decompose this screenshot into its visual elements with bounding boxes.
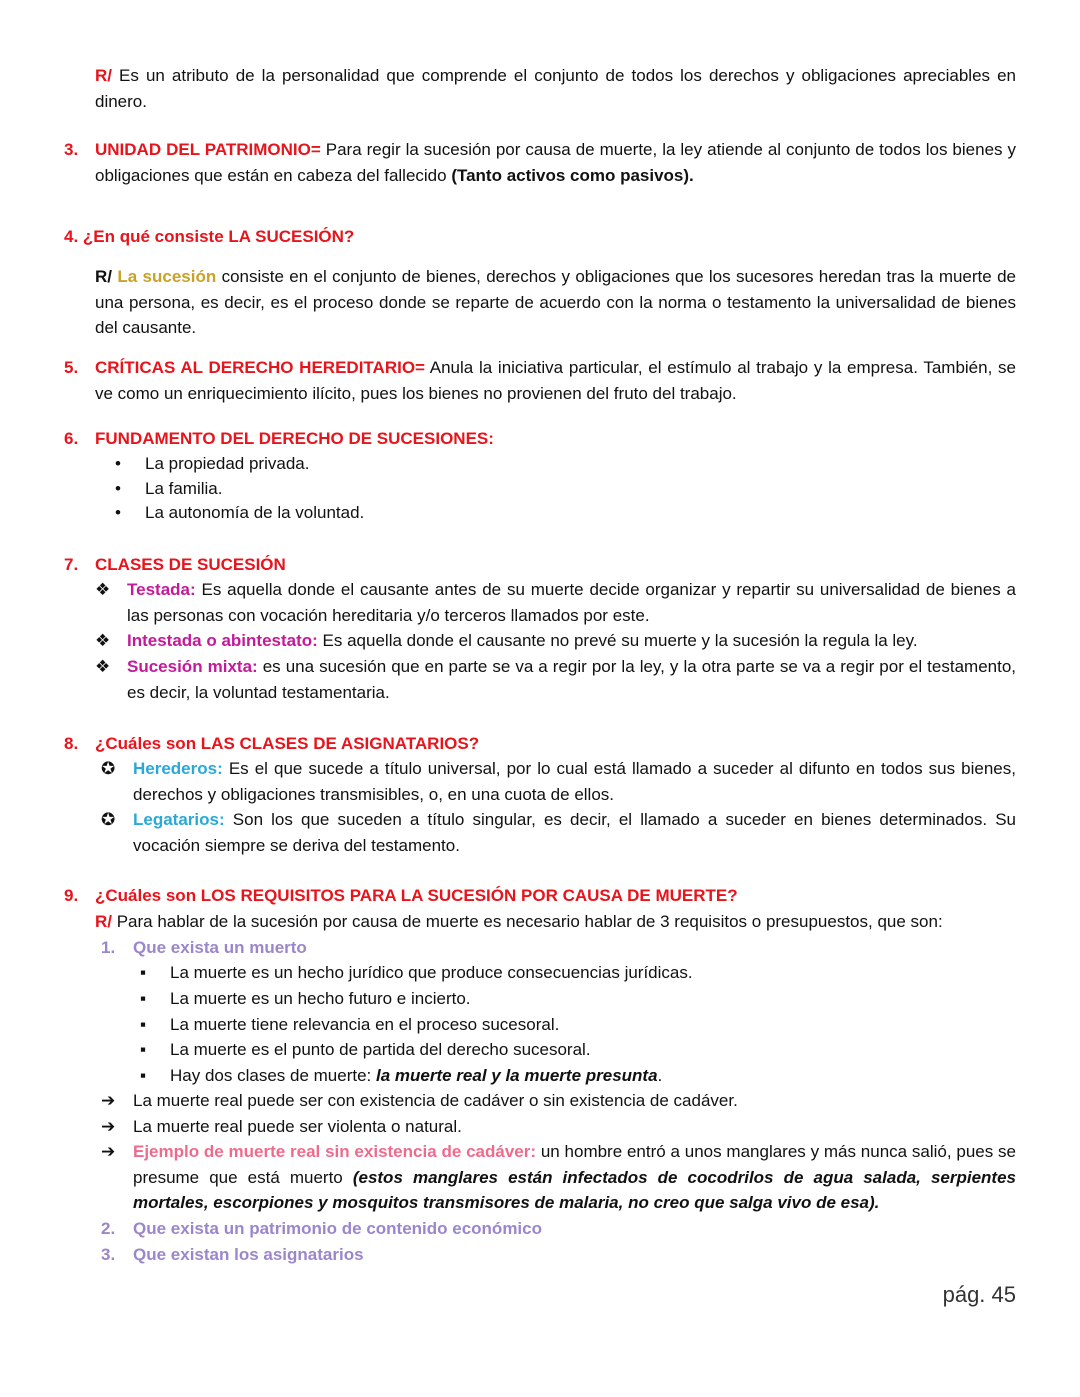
list-item: La muerte real puede ser con existencia de cadáver o sin existencia de cadáver. bbox=[133, 1091, 738, 1110]
section-7-number: 7. bbox=[64, 555, 79, 574]
list-item: La muerte es un hecho futuro e incierto. bbox=[170, 989, 471, 1008]
section-3: UNIDAD DEL PATRIMONIO= Para regir la sucesión por causa de muerte, la ley atiende al conjunto de todos los bienes y obligaciones que están en cabeza del fallecido (Tanto activos como pasivos). bbox=[95, 140, 1016, 185]
list-item: Testada: Es aquella donde el causante antes de su muerte decide organizar y repartir su universalidad de bienes a las personas con vocación hereditaria y/o terceros llamados por este. bbox=[127, 580, 1016, 625]
list-item: La muerte es un hecho jurídico que produce consecuencias jurídicas. bbox=[170, 963, 693, 982]
diamond-bullet-icon: ❖ bbox=[95, 657, 111, 676]
section-3-title: UNIDAD DEL PATRIMONIO= bbox=[95, 140, 321, 159]
list-item: La propiedad privada. bbox=[145, 454, 310, 473]
example-paragraph: Ejemplo de muerte real sin existencia de cadáver: un hombre entró a unos manglares y más nunca salió, pues se presume que está muerto (estos manglares están infectados de cocodrilos de agua salada, serpientes mortales, escorpiones y mosquitos transmisores de malaria, no creo que salga vivo de esa). bbox=[133, 1142, 1017, 1212]
section-3-number: 3. bbox=[64, 140, 79, 159]
diamond-bullet-icon: ❖ bbox=[95, 631, 111, 650]
bullet-icon: • bbox=[115, 454, 121, 473]
list-item: La autonomía de la voluntad. bbox=[145, 503, 365, 522]
list-item: La familia. bbox=[145, 479, 223, 498]
arrow-icon: ➔ bbox=[101, 1091, 116, 1110]
list-item: Sucesión mixta: es una sucesión que en parte se va a regir por la ley, y la otra parte se va a regir por el testamento, es decir, la voluntad testamentaria. bbox=[127, 657, 1016, 702]
diamond-bullet-icon: ❖ bbox=[95, 580, 111, 599]
list-item: La muerte real puede ser violenta o natural. bbox=[133, 1117, 462, 1136]
section-6-number: 6. bbox=[64, 429, 79, 448]
list-item: La muerte tiene relevancia en el proceso sucesoral. bbox=[170, 1015, 560, 1034]
section-7-title: CLASES DE SUCESIÓN bbox=[95, 555, 286, 574]
requirement-3-label: Que existan los asignatarios bbox=[133, 1245, 364, 1264]
bullet-icon: • bbox=[115, 479, 121, 498]
section-4-answer: R/ La sucesión consiste en el conjunto de bienes, derechos y obligaciones que los sucesores heredan tras la muerte de una persona, es decir, es el proceso donde se reparte de acuerdo con la norma o testamento la universalidad de bienes del causante. bbox=[95, 267, 1016, 337]
arrow-icon: ➔ bbox=[101, 1142, 116, 1161]
requirement-3-number: 3. bbox=[101, 1245, 116, 1264]
section-4-title: 4. ¿En qué consiste LA SUCESIÓN? bbox=[64, 227, 355, 246]
square-bullet-icon: ▪ bbox=[140, 989, 147, 1008]
list-item: Legatarios: Son los que suceden a título singular, es decir, el llamado a suceder en bienes determinados. Su vocación siempre se deriva del testamento. bbox=[133, 810, 1016, 855]
star-bullet-icon: ✪ bbox=[101, 759, 116, 778]
list-item: Intestada o abintestato: Es aquella donde el causante no prevé su muerte y la sucesión la regula la ley. bbox=[127, 631, 918, 650]
requirement-1-label: Que exista un muerto bbox=[133, 938, 307, 957]
answer-prefix: R/ bbox=[95, 66, 112, 85]
intro-paragraph: R/ Es un atributo de la personalidad que comprende el conjunto de todos los derechos y obligaciones apreciables en dinero. bbox=[95, 66, 1016, 111]
section-5-title: CRÍTICAS AL DERECHO HEREDITARIO= bbox=[95, 358, 425, 377]
square-bullet-icon: ▪ bbox=[140, 963, 147, 982]
page-number: pág. 45 bbox=[942, 1282, 1016, 1307]
requirement-2-number: 2. bbox=[101, 1219, 116, 1238]
section-5: CRÍTICAS AL DERECHO HEREDITARIO= Anula la iniciativa particular, el estímulo al trabajo y la empresa. También, se ve como un enriquecimiento ilícito, pues los bienes no provienen del fruto del trabajo. bbox=[95, 358, 1016, 403]
square-bullet-icon: ▪ bbox=[140, 1040, 147, 1059]
section-9-number: 9. bbox=[64, 886, 79, 905]
bullet-icon: • bbox=[115, 503, 121, 522]
arrow-icon: ➔ bbox=[101, 1117, 116, 1136]
section-8-number: 8. bbox=[64, 734, 79, 753]
requirement-1-number: 1. bbox=[101, 938, 116, 957]
star-bullet-icon: ✪ bbox=[101, 810, 116, 829]
section-9-answer: R/ Para hablar de la sucesión por causa de muerte es necesario hablar de 3 requisitos o presupuestos, que son: bbox=[95, 912, 943, 931]
section-5-number: 5. bbox=[64, 358, 79, 377]
square-bullet-icon: ▪ bbox=[140, 1015, 147, 1034]
list-item: Hay dos clases de muerte: la muerte real y la muerte presunta. bbox=[170, 1066, 663, 1085]
section-6-title: FUNDAMENTO DEL DERECHO DE SUCESIONES: bbox=[95, 429, 494, 448]
requirement-2-label: Que exista un patrimonio de contenido económico bbox=[133, 1219, 542, 1238]
section-8-title: ¿Cuáles son LAS CLASES DE ASIGNATARIOS? bbox=[95, 734, 480, 753]
list-item: La muerte es el punto de partida del derecho sucesoral. bbox=[170, 1040, 591, 1059]
square-bullet-icon: ▪ bbox=[140, 1066, 147, 1085]
list-item: Herederos: Es el que sucede a título universal, por lo cual está llamado a suceder al difunto en todos sus bienes, derechos y obligaciones transmisibles, o, en una cuota de ellos. bbox=[133, 759, 1016, 804]
section-9-title: ¿Cuáles son LOS REQUISITOS PARA LA SUCESIÓN POR CAUSA DE MUERTE? bbox=[95, 886, 738, 905]
